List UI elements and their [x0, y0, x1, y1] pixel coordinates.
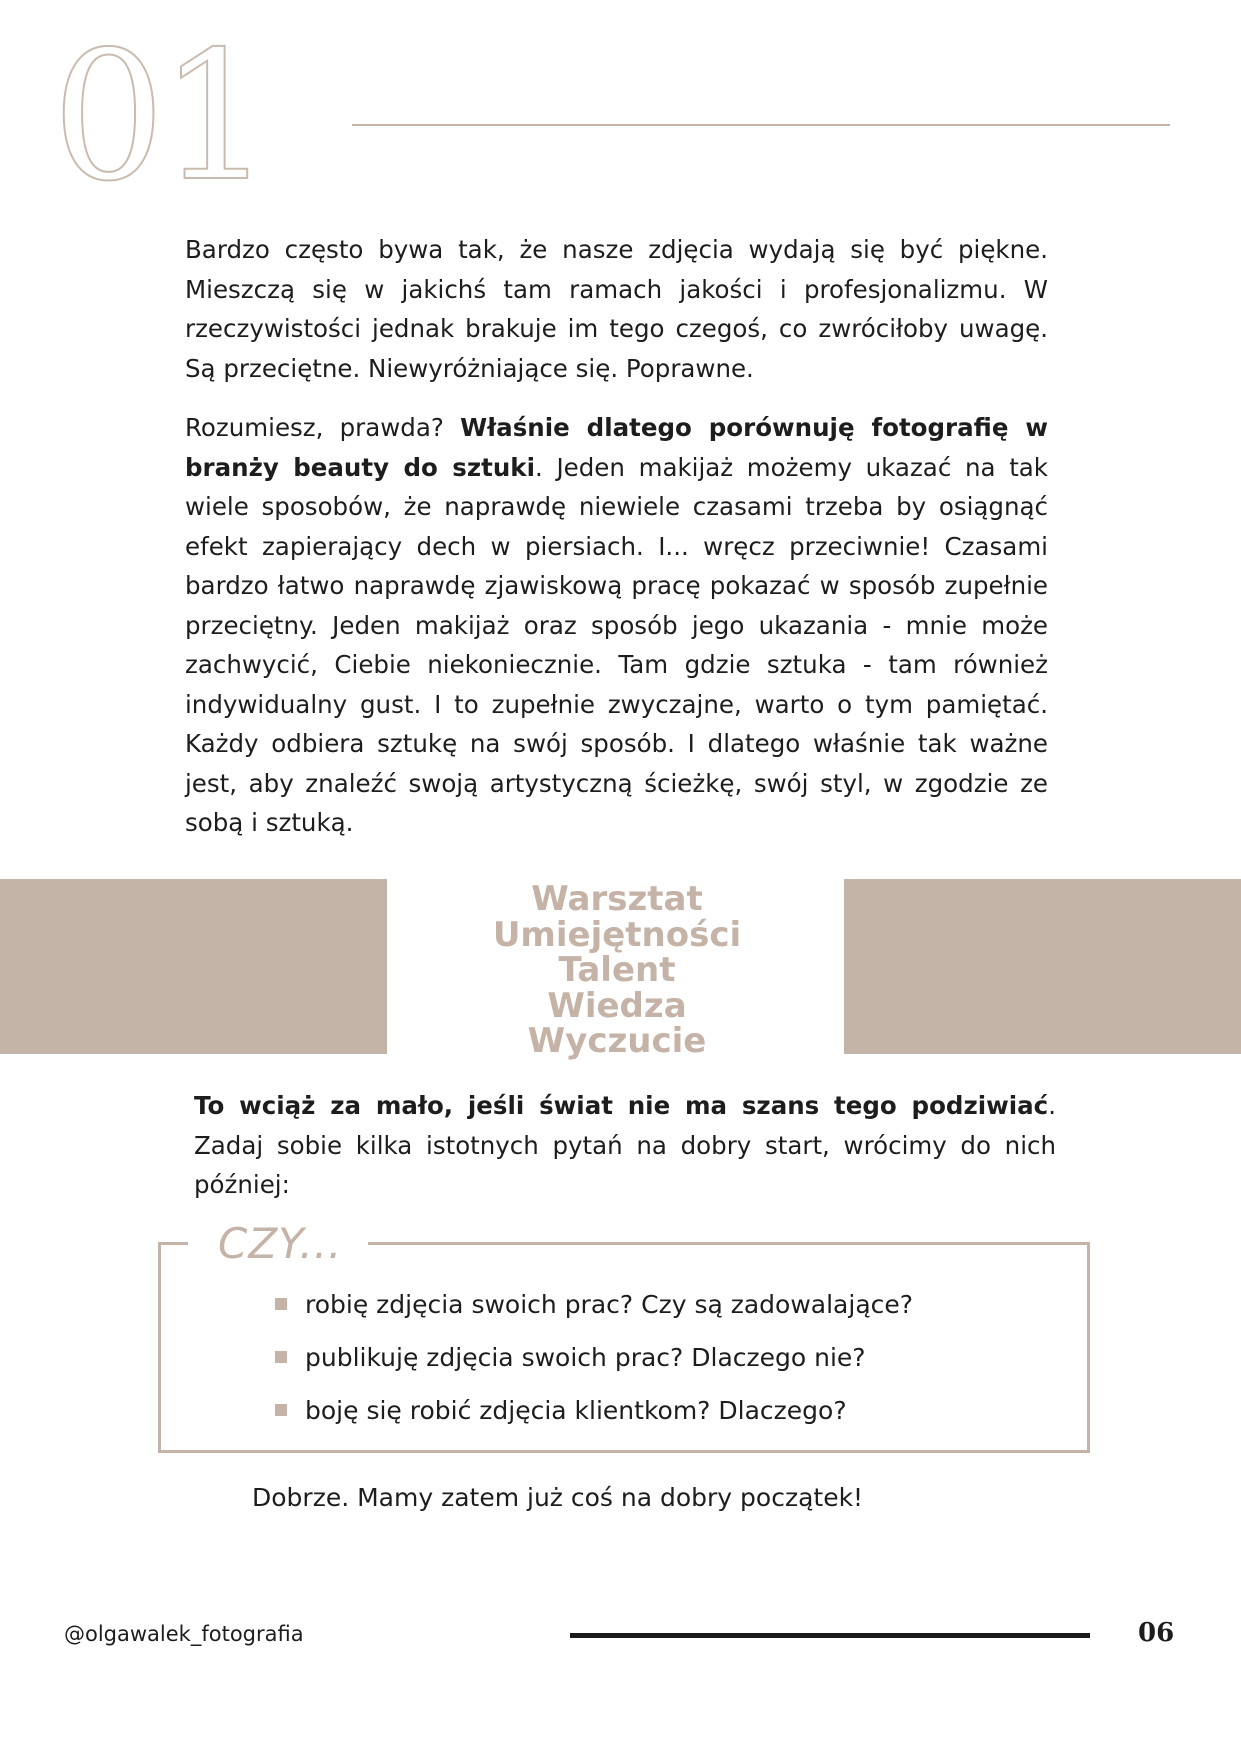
skill-item: Warsztat: [531, 879, 703, 919]
question-text: publikuję zdjęcia swoich prac? Dlaczego nie?: [305, 1343, 866, 1372]
page-number: 06: [1138, 1618, 1175, 1648]
square-bullet-icon: [275, 1298, 287, 1310]
art-paragraph-intro: Rozumiesz, prawda?: [185, 413, 461, 442]
intro-paragraph: Bardzo często bywa tak, że nasze zdjęcia wydają się być piękne. Mieszczą się w jakichś tam ramach jakości i profesjonalizmu. W rzeczywistości jednak brakuje im tego czegoś, co zwróciłoby uwagę. Są przeciętne. Niewyróżniające się. Poprawne.: [185, 235, 1048, 383]
chapter-number: 01: [52, 13, 267, 220]
footer-divider: [570, 1633, 1090, 1638]
skill-item: Umiejętności: [492, 914, 742, 955]
skill-item: Talent: [558, 950, 676, 990]
accent-band-right: [844, 879, 1241, 1054]
skill-item: Wyczucie: [527, 1021, 707, 1061]
accent-band-left: [0, 879, 387, 1054]
questions-intro-highlight: To wciąż za mało, jeśli świat nie ma szans tego podziwiać: [194, 1091, 1049, 1120]
skill-item: Wiedza: [547, 985, 687, 1026]
square-bullet-icon: [275, 1404, 287, 1416]
question-item: [275, 1384, 913, 1437]
closing-sentence: Dobrze. Mamy zatem już coś na dobry początek!: [252, 1483, 864, 1512]
art-paragraph-body: . Jeden makijaż możemy ukazać na tak wiele sposobów, że naprawdę niewiele czasami trzeba by osiągnąć efekt zapierający dech w piersiach. I... wręcz przeciwnie! Czasami bardzo łatwo naprawdę zjawiskową pracę pokazać w sposób zupełnie przeciętny. Jeden makijaż oraz sposób jego ukazania - mnie może zachwycić, Ciebie niekoniecznie. Tam gdzie sztuka - tam również indywidualny gust. I to zupełnie zwyczajne, warto o tym pamiętać. Każdy odbiera sztukę na swój sposób. I dlatego właśnie tak ważne jest, aby znaleźć swoją artystyczną ścieżkę, swój styl, w zgodzie ze sobą i sztuką.: [185, 452, 1048, 837]
skills-list: [417, 879, 817, 1061]
question-text: boję się robić zdjęcia klientkom? Dlaczego?: [305, 1396, 847, 1425]
art-paragraph-highlight: Właśnie dlatego porównuję fotografię w branży beauty do sztuki: [185, 413, 1048, 482]
square-bullet-icon: [275, 1351, 287, 1363]
instagram-handle: @olgawalek_fotografia: [64, 1622, 304, 1646]
question-item: [275, 1278, 913, 1331]
art-paragraph: [185, 408, 1048, 843]
questions-intro-paragraph: [194, 1086, 1056, 1205]
question-item: [275, 1331, 913, 1384]
questions-intro-body: . Zadaj sobie kilka istotnych pytań na dobry start, wrócimy do nich później:: [194, 1091, 1056, 1199]
question-text: robię zdjęcia swoich prac? Czy są zadowalające?: [305, 1290, 914, 1319]
header-divider: [352, 124, 1170, 126]
questions-title: CZY...: [188, 1216, 368, 1272]
questions-list: [275, 1278, 913, 1437]
